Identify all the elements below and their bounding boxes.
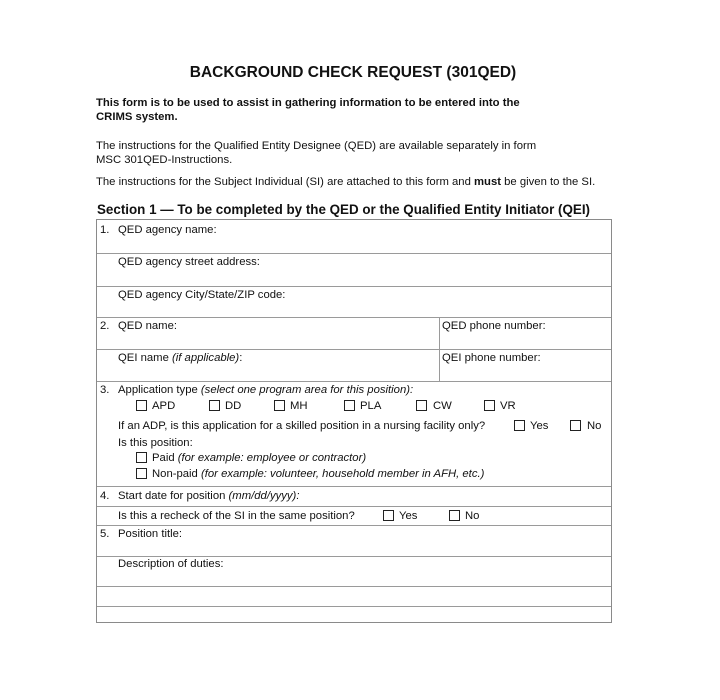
row-4-number: 4. — [100, 490, 110, 502]
row-divider — [97, 525, 611, 526]
adp-question: If an ADP, is this application for a skilled position in a nursing facility only? — [118, 420, 486, 432]
checkbox-recheck-no[interactable] — [449, 510, 460, 521]
checkbox-recheck-yes[interactable] — [383, 510, 394, 521]
nonpaid-text: Non-paid — [152, 468, 201, 480]
intro-line-1: This form is to be used to assist in gathering information to be entered into the — [96, 97, 520, 109]
qei-phone-field[interactable]: QEI phone number: — [442, 352, 541, 364]
checkbox-vr[interactable] — [484, 400, 495, 411]
row-divider — [97, 506, 611, 507]
checkbox-nonpaid[interactable] — [136, 468, 147, 479]
start-date-note: (mm/dd/yyyy): — [228, 490, 300, 502]
program-vr-label: VR — [500, 400, 516, 412]
paid-text: Paid — [152, 452, 178, 464]
qei-name-colon: : — [239, 352, 243, 364]
paid-note: (for example: employee or contractor) — [177, 452, 367, 464]
row-divider — [97, 317, 611, 318]
qed-agency-name-field[interactable]: QED agency name: — [118, 224, 217, 236]
row-3-number: 3. — [100, 384, 110, 396]
si-instructions-emphasis: must — [474, 176, 502, 188]
si-instructions-pre: The instructions for the Subject Individual (SI) are attached to this form and — [96, 176, 475, 188]
intro-line-2: CRIMS system. — [96, 111, 178, 123]
qed-instructions-line-1: The instructions for the Qualified Entity Designee (QED) are available separately in form — [96, 140, 537, 152]
row-1-number: 1. — [100, 224, 110, 236]
application-type-text: Application type — [118, 384, 201, 396]
duties-description-field[interactable]: Description of duties: — [118, 558, 224, 570]
section-1-form-table — [96, 219, 612, 623]
paid-label — [152, 451, 366, 465]
row-divider — [97, 286, 611, 287]
row-divider — [97, 586, 611, 587]
nonpaid-label — [152, 467, 484, 481]
program-pla-label: PLA — [360, 400, 382, 412]
adp-no-label: No — [587, 420, 602, 432]
qed-instructions-line-2: MSC 301QED-Instructions. — [96, 154, 233, 166]
checkbox-apd[interactable] — [136, 400, 147, 411]
checkbox-dd[interactable] — [209, 400, 220, 411]
qed-agency-city-field[interactable]: QED agency City/State/ZIP code: — [118, 289, 286, 301]
adp-yes-label: Yes — [530, 420, 549, 432]
qei-name-note: (if applicable) — [172, 352, 240, 364]
phone-column-divider — [439, 317, 440, 381]
application-type-label — [118, 383, 413, 397]
qed-name-field[interactable]: QED name: — [118, 320, 178, 332]
recheck-question: Is this a recheck of the SI in the same position? — [118, 510, 355, 522]
qei-name-label: QEI name — [118, 352, 172, 364]
row-divider — [97, 486, 611, 487]
qed-agency-street-field[interactable]: QED agency street address: — [118, 256, 260, 268]
si-instructions-post: be given to the SI. — [501, 176, 596, 188]
start-date-field[interactable] — [118, 489, 299, 503]
checkbox-paid[interactable] — [136, 452, 147, 463]
program-dd-label: DD — [225, 400, 242, 412]
checkbox-pla[interactable] — [344, 400, 355, 411]
recheck-no-label: No — [465, 510, 480, 522]
row-2-number: 2. — [100, 320, 110, 332]
checkbox-adp-yes[interactable] — [514, 420, 525, 431]
recheck-yes-label: Yes — [399, 510, 418, 522]
qei-name-field[interactable] — [118, 351, 242, 365]
section-1-heading: Section 1 — To be completed by the QED or the Qualified Entity Initiator (QEI) — [97, 202, 591, 217]
nonpaid-note: (for example: volunteer, household member in AFH, etc.) — [200, 468, 485, 480]
row-divider — [97, 349, 611, 350]
is-position-label: Is this position: — [118, 437, 193, 449]
form-title: BACKGROUND CHECK REQUEST (301QED) — [189, 64, 517, 81]
program-cw-label: CW — [433, 400, 452, 412]
application-type-note: (select one program area for this position): — [200, 384, 414, 396]
row-divider — [97, 253, 611, 254]
row-5-number: 5. — [100, 528, 110, 540]
checkbox-adp-no[interactable] — [570, 420, 581, 431]
qed-instructions-text — [96, 139, 536, 167]
program-mh-label: MH — [290, 400, 308, 412]
row-divider — [97, 381, 611, 382]
row-divider — [97, 606, 611, 607]
program-apd-label: APD — [152, 400, 176, 412]
qed-phone-field[interactable]: QED phone number: — [442, 320, 546, 332]
start-date-label: Start date for position — [118, 490, 229, 502]
intro-text — [96, 96, 520, 124]
checkbox-mh[interactable] — [274, 400, 285, 411]
position-title-field[interactable]: Position title: — [118, 528, 183, 540]
si-instructions-text — [96, 175, 595, 189]
checkbox-cw[interactable] — [416, 400, 427, 411]
